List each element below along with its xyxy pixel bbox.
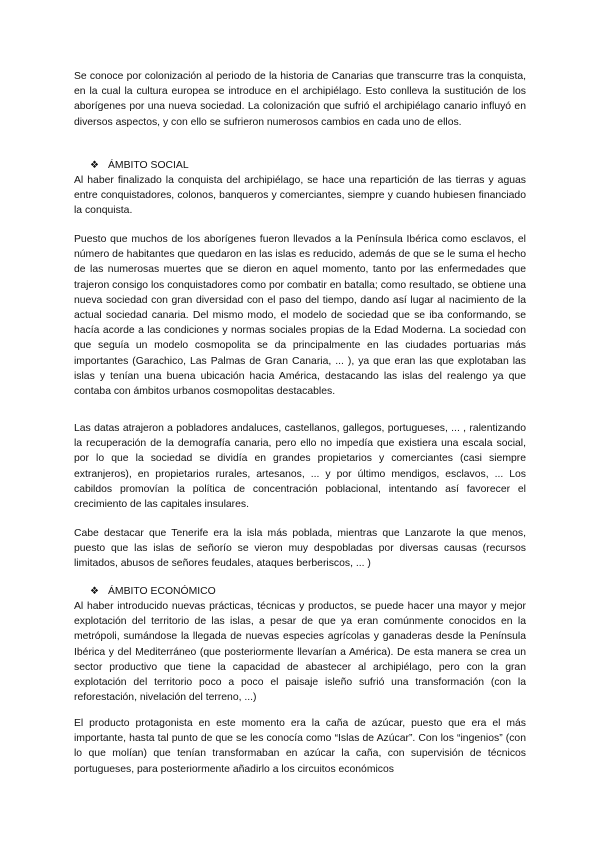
economic-paragraph-1: Al haber introducido nuevas prácticas, técnicas y productos, se puede hacer una mayor y mejor explotación del territorio de las islas, a pesar de que ya eran comúnmente conocidos en la metrópoli, sumándose la llegada de nuevas especies agrícolas y ganaderas desde la Península Ibérica y del Mediterráneo (que posteriormente llevarían a América). De esta manera se crea un sector productivo que tiene la capacidad de abastecer al archipiélago, pero con la gran explotación del territorio poco a poco el paisaje isleño sufrió una transformación (con la reforestación, nivelación del terreno, ...): [74, 601, 526, 704]
social-paragraph-2: Puesto que muchos de los aborígenes fueron llevados a la Península Ibérica como esclavos, el número de habitantes que quedaron en las islas es reducido, además de que se le suma el hecho de las numerosas muertes que se dieron en aquel momento, tanto por las enfermedades que trajeron consigo los conquistadores como por combatir en batalla; como resultado, se obtiene una nueva sociedad con gran diversidad con el paso del tiempo, dando así lugar al nacimiento de la actual sociedad canaria. Del mismo modo, el modelo de sociedad que se iba conformando, se hacía acorde a las condiciones y normas sociales propias de la Edad Moderna. La sociedad con que seguía un modelo cosmopolita se da principalmente en las ciudades portuarias más importantes (Garachico, Las Palmas de Gran Canaria, ... ), ya que eran las que explotaban las islas y tenían una buena ubicación hacia América, destacando las islas del realengo ya que contaba con ámbitos urbanos cosmopolitas destacables.: [74, 234, 526, 398]
diamond-bullet-icon: ❖: [90, 586, 99, 597]
section-heading-economic-label: ÁMBITO ECONÓMICO: [108, 586, 216, 597]
social-paragraph-1: Al haber finalizado la conquista del archipiélago, se hace una repartición de las tierras y aguas entre conquistadores, colonos, banqueros y comerciantes, siempre y cuando hubiesen financiado la conquista.: [74, 175, 526, 217]
section-heading-social-label: ÁMBITO SOCIAL: [108, 160, 189, 171]
social-paragraph-3: Las datas atrajeron a pobladores andaluces, castellanos, gallegos, portugueses, ... , ralentizando la recuperación de la demografía canaria, pero ello no impedía que existiera una escala social, por lo que la sociedad se dividía en grandes propietarios y comerciantes (casi siempre extranjeros), en propietarios rurales, artesanos, ... y por último mendigos, esclavos, ... Los cabildos promovían la política de concentración poblacional, intentando así favorecer el crecimiento de las capitales insulares.: [74, 423, 526, 511]
intro-paragraph: Se conoce por colonización al periodo de la historia de Canarias que transcurre tras la conquista, en la cual la cultura europea se introduce en el archipiélago. Esto conlleva la sustitución de los aborígenes por una nueva sociedad. La colonización que sufrió el archipiélago canario influyó en diversos aspectos, y con ello se sufrieron numerosos cambios en cada uno de ellos.: [74, 71, 526, 128]
diamond-bullet-icon: ❖: [90, 160, 99, 171]
economic-paragraph-2: El producto protagonista en este momento era la caña de azúcar, puesto que era el más importante, hasta tal punto de que se les conocía como “Islas de Azúcar”. Con los “ingenios” (con lo que molían) que tenían transformaban en azúcar la caña, con supervisión de técnicos portugueses, para posteriormente añadirlo a los circuitos económicos: [74, 718, 526, 775]
section-heading-social: [90, 158, 189, 173]
section-heading-economic: [90, 584, 216, 599]
social-paragraph-4: Cabe destacar que Tenerife era la isla más poblada, mientras que Lanzarote la que menos, puesto que las islas de señorío se vieron muy despobladas por diversas causas (recursos limitados, abusos de señores feudales, ataques berberiscos, ... ): [74, 528, 526, 570]
